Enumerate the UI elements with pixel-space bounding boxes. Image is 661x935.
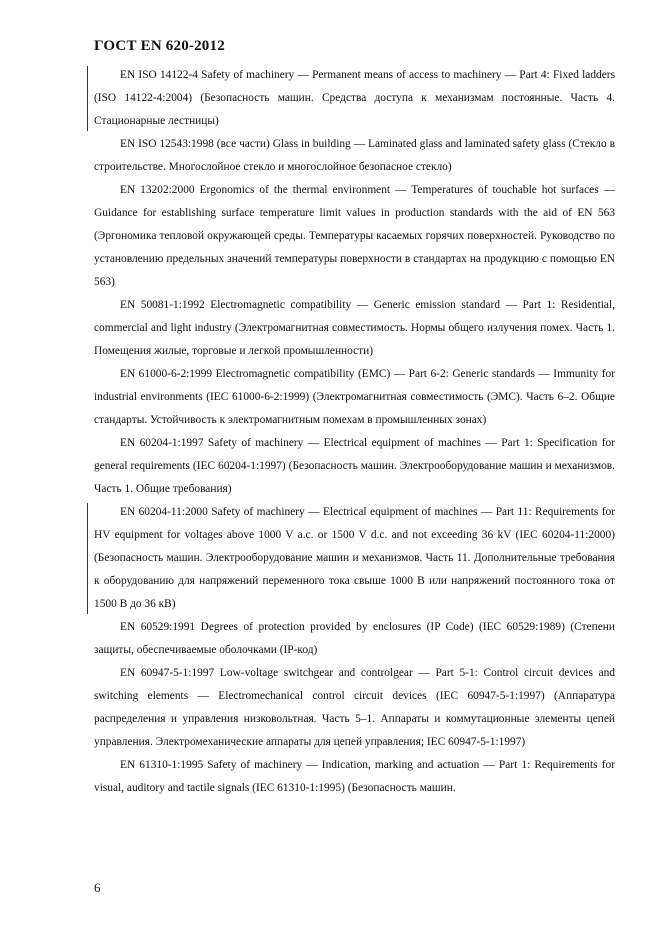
page-number: 6 (94, 880, 101, 895)
reference-paragraph: EN ISO 14122-4 Safety of machinery — Permanent means of access to machinery — Part 4: Fixed ladders (ISO 14122-4:2004) (Безопасность машин. Средства доступа к механизмам постоянные. Часть 4. Стационарные лестницы) (94, 64, 615, 133)
reference-paragraph: EN 50081-1:1992 Electromagnetic compatibility — Generic emission standard — Part 1: Residential, commercial and light industry (Электромагнитная совместимость. Нормы общего излучения помех. Часть 1. Помещения жилые, торговые и легкой промышленности) (94, 299, 615, 357)
reference-paragraph: EN ISO 12543:1998 (все части) Glass in building — Laminated glass and laminated safety glass (Стекло в строительстве. Многослойное стекло и многослойное безопасное стекло) (94, 138, 615, 173)
document-body (94, 64, 615, 800)
reference-paragraph: EN 60204-11:2000 Safety of machinery — Electrical equipment of machines — Part 11: Requirements for HV equipment for voltages above 1000 V a.c. or 1500 V d.c. and not exceeding 36 kV (IEC 60204-11:2000) (Безопасность машин. Электрооборудование машин и механизмов. Часть 11. Дополнительные требования к оборудованию для напряжений переменного тока свыше 1000 В или напряжений постоянного тока от 1500 В до 36 кВ) (94, 501, 615, 616)
reference-paragraph: EN 61000-6-2:1999 Electromagnetic compatibility (EMC) — Part 6-2: Generic standards — Immunity for industrial environments (IEC 61000-6-2:1999) (Электромагнитная совместимость (ЭМС). Часть 6–2. Общие стандарты. Устойчивость к электромагнитным помехам в промышленных зонах) (94, 368, 615, 426)
reference-paragraph: EN 60947-5-1:1997 Low-voltage switchgear and controlgear — Part 5-1: Control circuit devices and switching elements — Electromechanical control circuit devices (IEC 60947-5-1:1997) (Аппаратура распределения и управления низковольтная. Часть 5–1. Аппараты и коммутационные элементы цепей управления. Электромеханические аппараты для цепей управления; IEC 60947-5-1:1997) (94, 667, 615, 748)
reference-paragraph: EN 60204-1:1997 Safety of machinery — Electrical equipment of machines — Part 1: Specification for general requirements (IEC 60204-1:1997) (Безопасность машин. Электрооборудование машин и механизмов. Часть 1. Общие требования) (94, 437, 615, 495)
reference-paragraph: EN 61310-1:1995 Safety of machinery — Indication, marking and actuation — Part 1: Requirements for visual, auditory and tactile signals (IEC 61310-1:1995) (Безопасность машин. (94, 759, 615, 794)
reference-paragraph: EN 60529:1991 Degrees of protection provided by enclosures (IP Code) (IEC 60529:1989) (Степени защиты, обеспечиваемые оболочками (IP-код) (94, 621, 615, 656)
document-header: ГОСТ EN 620-2012 (94, 38, 225, 54)
reference-paragraph: EN 13202:2000 Ergonomics of the thermal environment — Temperatures of touchable hot surfaces — Guidance for establishing surface temperature limit values in production standards with the aid of EN 563 (Эргономика тепловой окружающей среды. Температуры касаемых горячих поверхностей. Руководство по установлению предельных значений температуры поверхности в стандартах на продукцию с помощью EN 563) (94, 184, 615, 288)
